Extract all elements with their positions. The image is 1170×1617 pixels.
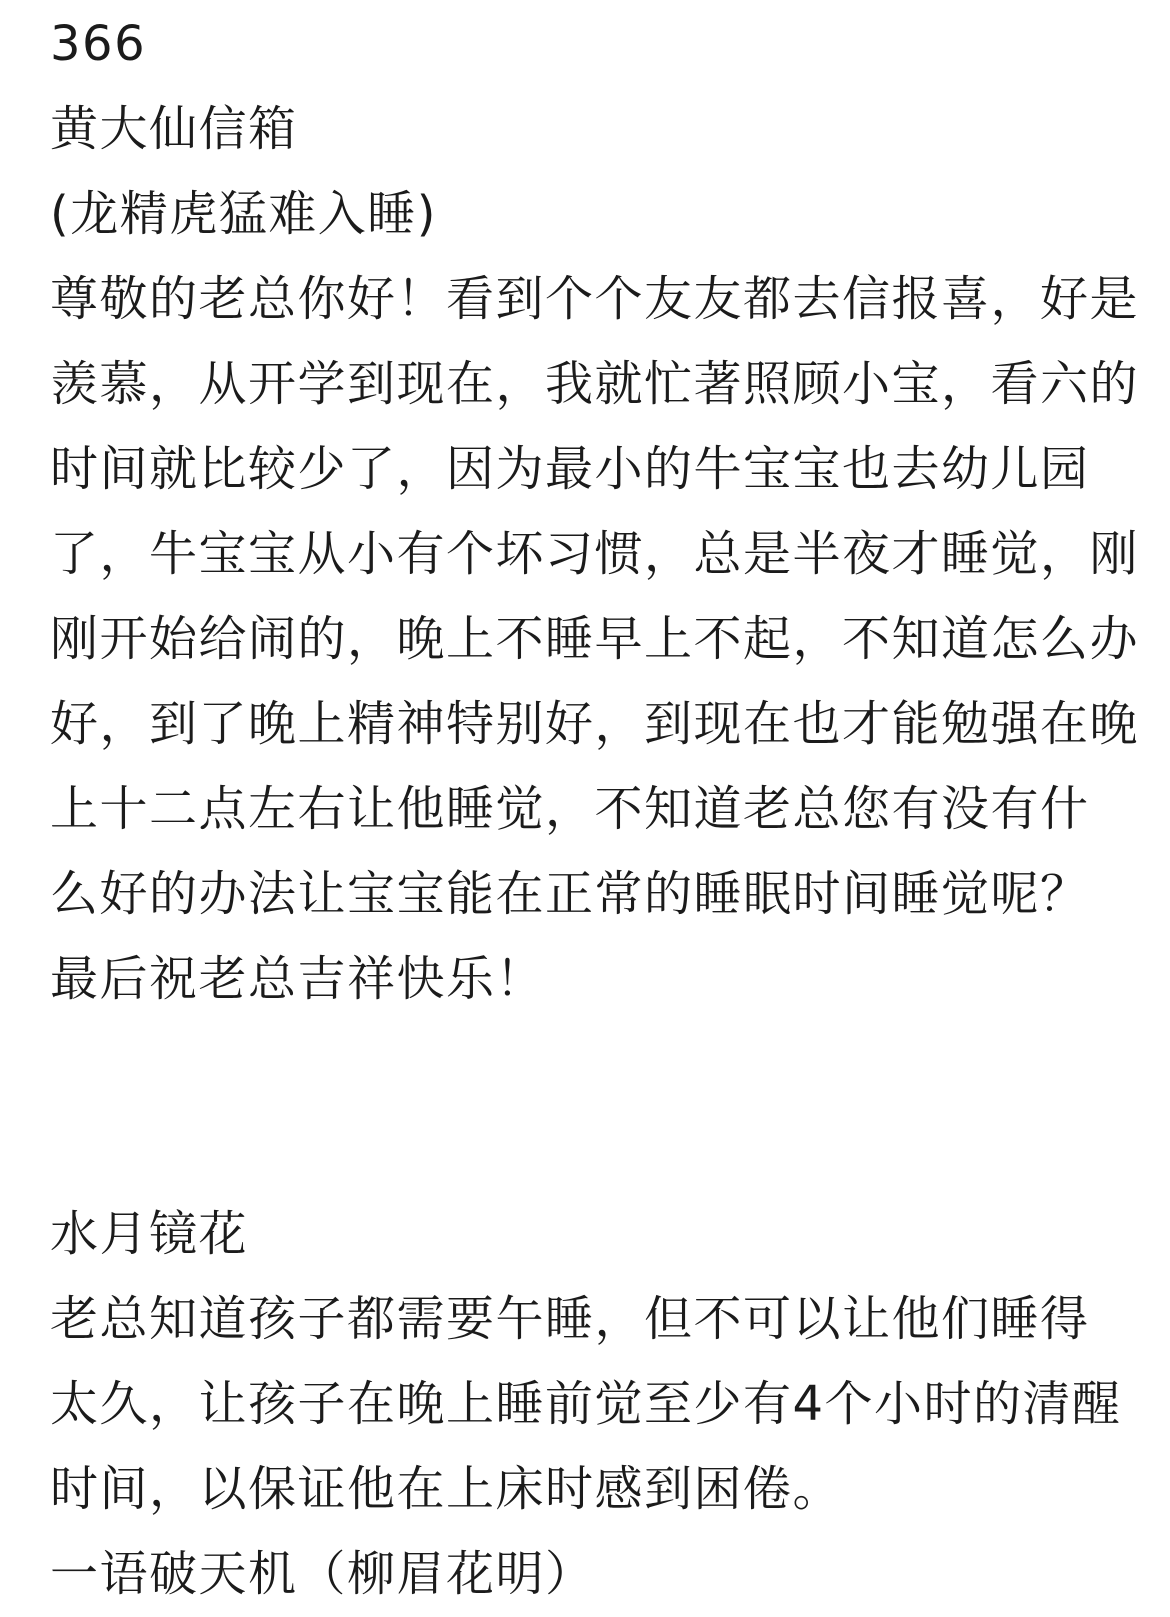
reply-section	[50, 1192, 1140, 1532]
letter-body	[50, 257, 1140, 1022]
letter-body-line: 好，到了晚上精神特别好，到现在也才能勉强在晚	[50, 696, 1140, 752]
reply-body-line: 时间，以保证他在上床时感到困倦。	[50, 1461, 843, 1517]
section-spacer	[50, 1022, 1140, 1192]
letter-body-line: 时间就比较少了，因为最小的牛宝宝也去幼儿园	[50, 441, 1090, 497]
letter-body-line: 了，牛宝宝从小有个坏习惯，总是半夜才睡觉，刚	[50, 526, 1140, 582]
letter-body-line: 最后祝老总吉祥快乐！	[50, 951, 546, 1007]
letter-section	[50, 87, 1140, 1022]
reply-body-line: 太久，让孩子在晚上睡前觉至少有4个小时的清醒	[50, 1376, 1122, 1432]
post-number: 366	[50, 16, 147, 72]
reply-body-line: 老总知道孩子都需要午睡，但不可以让他们睡得	[50, 1291, 1090, 1347]
reply-body	[50, 1277, 1140, 1532]
post-content	[50, 2, 1140, 1617]
letter-body-line: 尊敬的老总你好！看到个个友友都去信报喜，好是	[50, 271, 1140, 327]
letter-body-line: 么好的办法让宝宝能在正常的睡眠时间睡觉呢？	[50, 866, 1090, 922]
reply-title: 水月镜花	[50, 1206, 249, 1262]
letter-title: 黄大仙信箱	[50, 101, 298, 157]
letter-subtitle: (龙精虎猛难入睡)	[50, 186, 437, 242]
letter-body-line: 羡慕，从开学到现在，我就忙著照顾小宝，看六的	[50, 356, 1140, 412]
letter-body-line: 上十二点左右让他睡觉，不知道老总您有没有什	[50, 781, 1090, 837]
post-footer: 一语破天机（柳眉花明）	[50, 1546, 595, 1602]
letter-body-line: 刚开始给闹的，晚上不睡早上不起，不知道怎么办	[50, 611, 1140, 667]
